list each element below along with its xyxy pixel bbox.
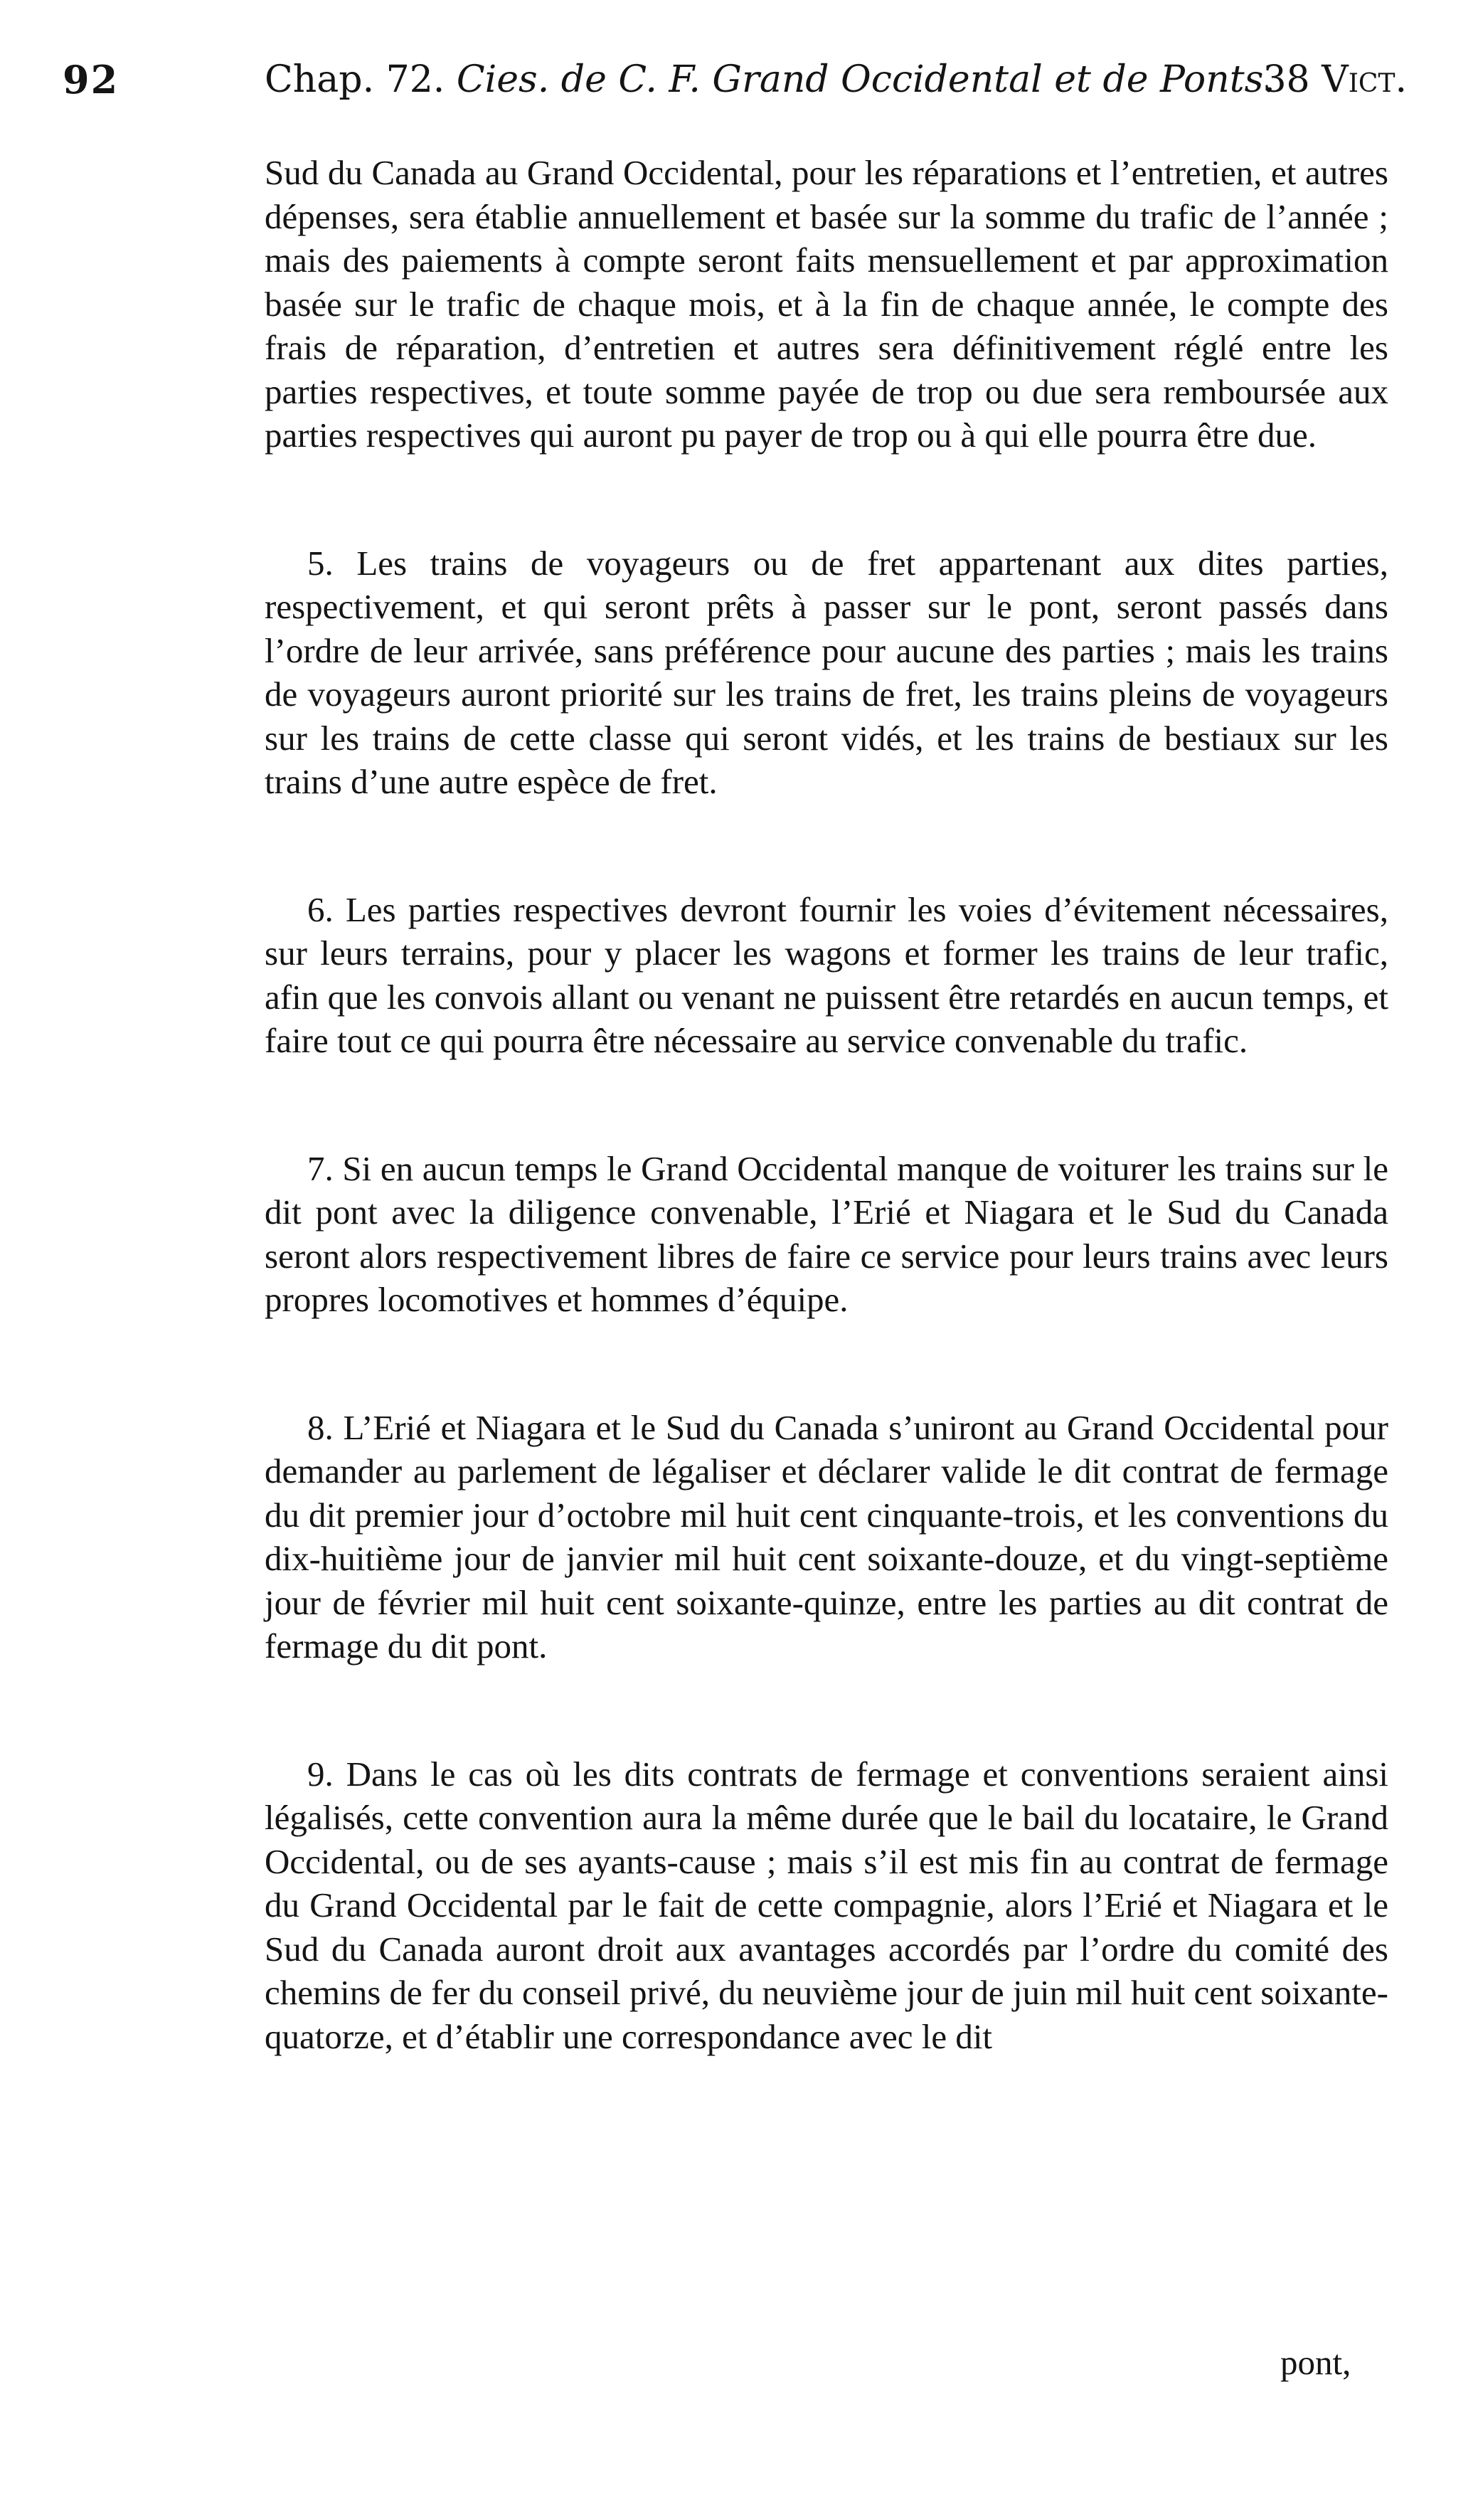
paragraph-text: L’Erié et Niagara et le Sud du Canada s’uniront au Grand Occidental pour demander au parlement de légaliser et déclarer valide le dit contrat de fermage du dit premier jour d’octobre mil huit cent cinquante-trois, et les conventions du dix-huitième jour de janvier mil huit cent soixante-douze, et du vingt-septième jour de février mil huit cent soixante-quinze, entre les parties au dit contrat de fermage du dit pont. (265, 1407, 1388, 1666)
paragraph-text: Les trains de voyageurs ou de fret appartenant aux dites parties, respectivement, et qui seront prêts à passer sur le pont, seront passés dans l’ordre de leur arrivée, sans préférence pour aucune des parties ; mais les trains de voyageurs auront priorité sur les trains de fret, les trains pleins de voyageurs sur les trains de cette classe qui seront vidés, et les trains de bestiaux sur les trains d’une autre espèce de fret. (265, 543, 1389, 801)
paragraph-text: Les parties respectives devront fournir les voies d’évitement nécessaires, sur leurs terrains, pour y placer les wagons et former les trains de leur trafic, afin que les convois allant ou venant ne puissent être retardés en aucun temps, et faire tout ce qui pourra être nécessaire au service convenable du trafic. (265, 889, 1388, 1060)
paragraph-7 (265, 1147, 1388, 1322)
page-number: 92 (63, 57, 119, 102)
running-head (265, 51, 1275, 108)
paragraph-number: 9. (307, 1754, 334, 1794)
paragraph-continued (265, 151, 1388, 457)
paragraph-number: 8. (307, 1407, 334, 1447)
paragraph-number: 6. (307, 889, 334, 929)
body-text (265, 151, 1388, 2142)
volume-number: 38 (1262, 58, 1310, 101)
paragraph-text: Dans le cas où les dits contrats de fermage et conventions seraient ainsi légalisés, cette convention aura la même durée que le bail du locataire, le Grand Occidental, ou de ses ayants-cause ; mais s’il est mis fin au contrat de fermage du Grand Occidental par le fait de cette compagnie, alors l’Erié et Niagara et le Sud du Canada auront droit aux avantages accordés par l’ordre du comité des chemins de fer du conseil privé, du neuvième jour de juin mil huit cent soixante-quatorze, et d’établir une correspondance avec le dit (265, 1754, 1388, 2056)
paragraph-text: Si en aucun temps le Grand Occidental manque de voiturer les trains sur le dit pont avec la diligence convenable, l’Erié et Niagara et le Sud du Canada seront alors respectivement libres de faire ce service pour leurs trains avec leurs propres locomotives et hommes d’équipe. (265, 1148, 1388, 1319)
paragraph-text: Sud du Canada au Grand Occidental, pour les réparations et l’entretien, et autres dépenses, sera établie annuellement et basée sur la somme du trafic de l’année ; mais des paiements à compte seront faits mensuellement et par approximation basée sur le trafic de chaque mois, et à la fin de chaque année, le compte des frais de réparation, d’entretien et autres sera définitivement réglé entre les parties respectives, et toute somme payée de trop ou due sera remboursée aux parties respectives qui auront pu payer de trop ou à qui elle pourra être due. (265, 153, 1388, 455)
page-header (63, 51, 1407, 108)
paragraph-number: 7. (307, 1148, 334, 1188)
paragraph-6 (265, 888, 1388, 1063)
paragraph-8 (265, 1406, 1388, 1668)
volume-reign: Vict. (1322, 58, 1407, 101)
paragraph-5 (265, 541, 1388, 804)
volume-label (1262, 51, 1407, 108)
paragraph-9 (265, 1752, 1388, 2059)
chapter-label: Chap. 72. (265, 58, 445, 101)
catchword: pont, (1280, 2343, 1351, 2382)
act-title: Cies. de C. F. Grand Occidental et de Ponts. (456, 58, 1275, 101)
paragraph-number: 5. (307, 543, 334, 583)
